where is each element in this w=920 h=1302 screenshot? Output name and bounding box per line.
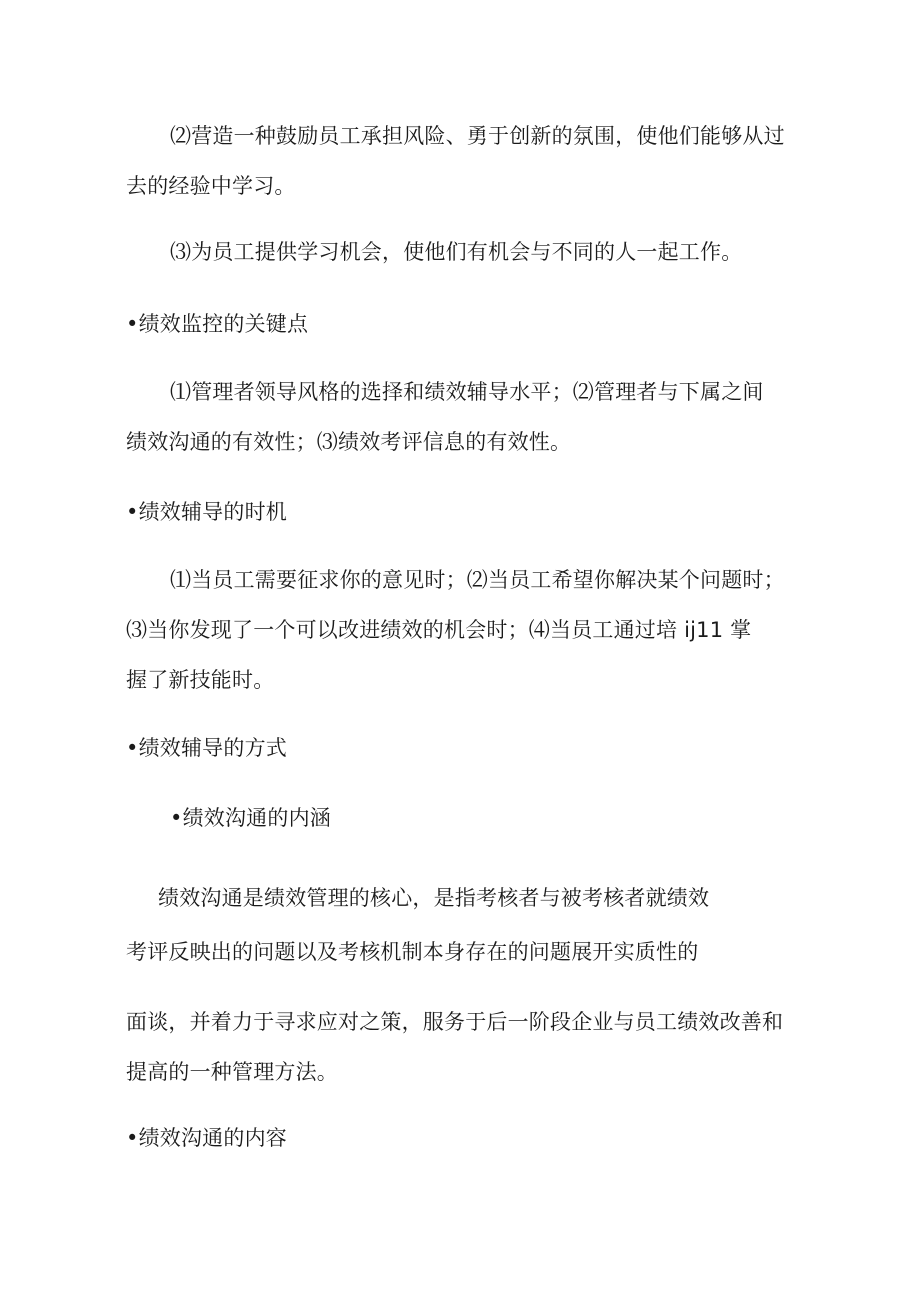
line-text: 去的经验中学习。 — [126, 174, 296, 198]
line-text: ⑴当员工需要征求你的意见时；⑵当员工希望你解决某个问题时； — [170, 568, 785, 592]
section-heading — [0, 1124, 920, 1152]
heading-text: •绩效沟通的内涵 — [170, 806, 331, 830]
heading-text: •绩效沟通的内容 — [126, 1126, 287, 1150]
heading-text: •绩效辅导的方式 — [126, 736, 287, 760]
paragraph-line — [0, 122, 920, 150]
paragraph-line — [0, 172, 920, 200]
heading-text: •绩效监控的关键点 — [126, 312, 309, 336]
line-text: ⑴管理者领导风格的选择和绩效辅导水平；⑵管理者与下属之间 — [170, 380, 764, 404]
section-heading — [0, 498, 920, 526]
paragraph-line — [0, 428, 920, 456]
paragraph-line — [0, 566, 920, 594]
section-heading — [0, 804, 920, 832]
line-text: 面谈，并着力于寻求应对之策，服务于后一阶段企业与员工绩效改善和 — [126, 1010, 784, 1034]
paragraph-line — [0, 884, 920, 912]
paragraph-line — [0, 1058, 920, 1086]
line-text: 绩效沟通的有效性；⑶绩效考评信息的有效性。 — [126, 430, 572, 454]
line-text: ⑶当你发现了一个可以改进绩效的机会时；⑷当员工通过培 ij11 掌 — [126, 618, 752, 642]
line-text: 考评反映出的问题以及考核机制本身存在的问题展开实质性的 — [126, 940, 699, 964]
line-text: 绩效沟通是绩效管理的核心，是指考核者与被考核者就绩效 — [158, 886, 710, 910]
paragraph-line — [0, 938, 920, 966]
paragraph-line — [0, 378, 920, 406]
paragraph-line — [0, 1008, 920, 1036]
heading-text: •绩效辅导的时机 — [126, 500, 287, 524]
line-text: 握了新技能时。 — [126, 668, 275, 692]
paragraph-line — [0, 616, 920, 644]
line-text: 提高的一种管理方法。 — [126, 1060, 338, 1084]
line-text: ⑶为员工提供学习机会，使他们有机会与不同的人一起工作。 — [170, 240, 743, 264]
line-text: ⑵营造一种鼓励员工承担风险、勇于创新的氛围，使他们能够从过 — [170, 124, 785, 148]
paragraph-line — [0, 238, 920, 266]
paragraph-line — [0, 666, 920, 694]
section-heading — [0, 310, 920, 338]
section-heading — [0, 734, 920, 762]
